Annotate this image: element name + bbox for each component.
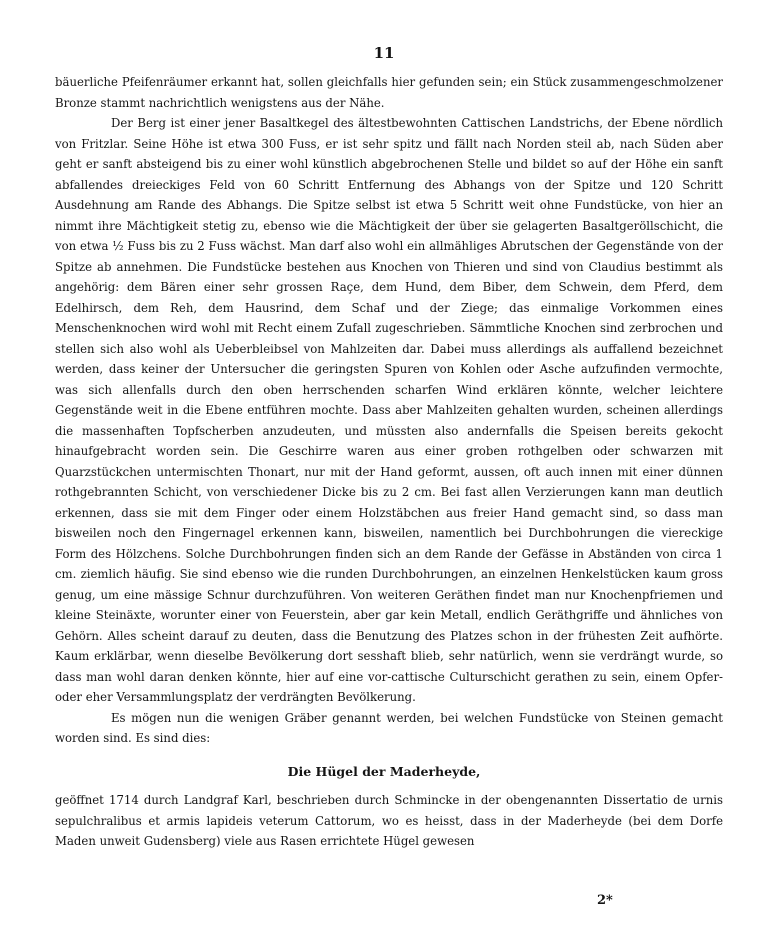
paragraph-continuation: bäuerliche Pfeifenräumer erkannt hat, sollen gleichfalls hier gefunden sein; ein Stück zusammengeschmolzener Bronze stammt nachrichtlich wenigstens aus der Nähe. [55, 75, 723, 110]
body-text [55, 72, 723, 749]
section-heading: Die Hügel der Maderheyde, [287, 764, 481, 779]
signature-mark: 2* [597, 893, 613, 908]
paragraph-berg: Der Berg ist einer jener Basaltkegel des ältestbewohnten Cattischen Landstrichs, der Ebene nördlich von Fritzlar. Seine Höhe ist etwa 300 Fuss, er ist sehr spitz und fällt nach Norden steil ab, nach Süden aber geht er sanft absteigend bis zu einer wohl künstlich abgebrochenen Stelle und bildet so auf der Höhe ein sanft abfallendes dreieckiges Feld von 60 Schritt Entfernung des Abhangs von der Spitze und 120 Schritt Ausdehnung am Rande des Abhangs. Die Spitze selbst ist etwa 5 Schritt weit ohne Fundstücke, von hier an nimmt ihre Mächtigkeit stetig zu, ebenso wie die Mächtigkeit der über sie gelagerten Basaltgeröllschicht, die von etwa ½ Fuss bis zu 2 Fuss wächst. Man darf also wohl ein allmähliges Abrutschen der Gegenstände von der Spitze ab annehmen. Die Fundstücke bestehen aus Knochen von Thieren und sind von Claudius bestimmt als angehörig: dem Bären einer sehr grossen Raçe, dem Hund, dem Biber, dem Schwein, dem Pferd, dem Edelhirsch, dem Reh, dem Hausrind, dem Schaf und der Ziege; das einmalige Vorkommen eines Menschenknochen wird wohl mit Recht einem Zufall zugeschrieben. Sämmtliche Knochen sind zerbrochen und stellen sich also wohl als Ueberbleibsel von Mahlzeiten dar. Dabei muss allerdings als auffallend bezeichnet werden, dass keiner der Untersucher die geringsten Spuren von Kohlen oder Asche aufzufinden vermochte, was sich allenfalls durch den oben herrschenden scharfen Wind erklären könnte, welcher leichtere Gegenstände weit in die Ebene entführen mochte. Dass aber Mahlzeiten gehalten wurden, scheinen allerdings die massenhaften Topfscherben anzudeuten, und müssten also andernfalls die Speisen bereits gekocht hinaufgebracht worden sein. Die Geschirre waren aus einer groben rothgelben oder schwarzen mit Quarzstückchen untermischten Thonart, nur mit der Hand geformt, aussen, oft auch innen mit einer dünnen rothgebrannten Schicht, von verschiedener Dicke bis zu 2 cm. Bei fast allen Verzierungen kann man deutlich erkennen, dass sie mit dem Finger oder einem Holzstäbchen aus freier Hand gemacht sind, so dass man bisweilen noch den Fingernagel erkennen kann, bisweilen, namentlich bei Durchbohrungen die viereckige Form des Hölzchens. Solche Durchbohrungen finden sich an dem Rande der Gefässe in Abständen von circa 1 cm. ziemlich häufig. Sie sind ebenso wie die runden Durchbohrungen, an einzelnen Henkelstücken kaum gross genug, um eine mässige Schnur durchzuführen. Von weiteren Geräthen findet man nur Knochenpfriemen und kleine Steinäxte, worunter einer von Feuerstein, aber gar kein Metall, endlich Geräthgriffe und ähnliches von Gehörn. Alles scheint darauf zu deuten, dass die Benutzung des Platzes schon in der frühesten Zeit aufhörte. Kaum erklärbar, wenn dieselbe Bevölkerung dort sesshaft blieb, sehr natürlich, wenn sie verdrängt wurde, so dass man wohl daran denken könnte, hier auf eine vor-cattische Culturschicht gerathen zu sein, einem Opfer- oder eher Versammlungsplatz der verdrängten Bevölkerung. [55, 116, 723, 704]
paragraph-maderheyde: geöffnet 1714 durch Landgraf Karl, beschrieben durch Schmincke in der obengenannten Dissertatio de urnis sepulchralibus et armis lapideis veterum Cattorum, wo es heisst, dass in der Maderheyde (bei dem Dorfe Maden unweit Gudensberg) viele aus Rasen errichtete Hügel gewesen [55, 793, 723, 848]
page-number: 11 [373, 44, 395, 62]
section-body [55, 790, 723, 852]
paragraph-graeber: Es mögen nun die wenigen Gräber genannt werden, bei welchen Fundstücke von Steinen gemacht worden sind. Es sind dies: [55, 710, 723, 745]
